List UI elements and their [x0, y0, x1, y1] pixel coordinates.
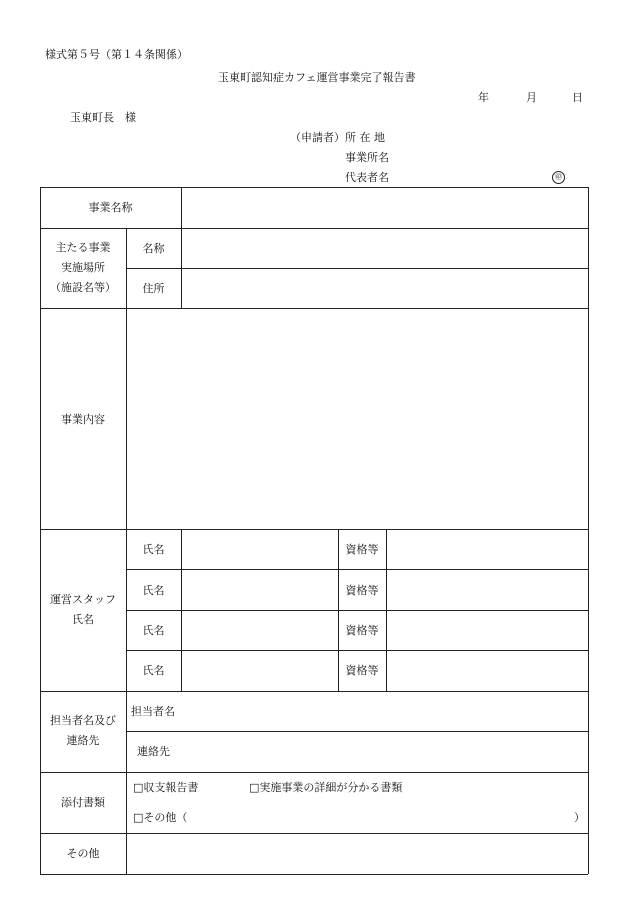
contact-section-label: 担当者名及び 連絡先 — [50, 714, 116, 747]
staff-name-label: 氏名 — [142, 624, 165, 637]
attachments-label: 添付書類 — [61, 796, 105, 809]
person-in-charge-label: 担当者名 — [131, 705, 175, 718]
staff-name-field[interactable] — [182, 611, 337, 649]
contact-field[interactable] — [182, 732, 587, 771]
main-site-label: 主たる事業 実施場所 （施設名等） — [50, 241, 116, 294]
site-address-field[interactable] — [182, 269, 587, 307]
staff-label: 運営スタッフ 氏名 — [50, 593, 116, 626]
other-field[interactable] — [127, 834, 587, 873]
staff-qualification-field[interactable] — [387, 651, 587, 690]
other-label: その他 — [66, 847, 100, 860]
staff-qualification-label: 資格等 — [345, 543, 379, 556]
office-name-label: 事業所名 — [345, 151, 389, 164]
staff-qualification-label: 資格等 — [345, 664, 379, 677]
attachment-checkbox-project-details[interactable]: □実施事業の詳細が分かる書類 — [249, 781, 403, 794]
content-label: 事業内容 — [61, 413, 105, 426]
form-number: 様式第５号（第１４条関係） — [45, 48, 188, 61]
site-address-label: 住所 — [142, 282, 165, 295]
site-name-label: 名称 — [142, 242, 165, 255]
attachment-checkbox-financial-report[interactable]: □収支報告書 — [133, 781, 199, 794]
applicant-address-label: （申請者）所 在 地 — [290, 131, 385, 144]
staff-qualification-field[interactable] — [387, 530, 587, 568]
staff-qualification-field[interactable] — [387, 570, 587, 609]
staff-name-field[interactable] — [182, 651, 337, 690]
staff-name-field[interactable] — [182, 570, 337, 609]
attachment-checkbox-other[interactable]: □その他（ — [133, 811, 188, 824]
date-day-label: 日 — [572, 91, 583, 104]
person-in-charge-field[interactable] — [182, 692, 587, 730]
staff-qualification-label: 資格等 — [345, 584, 379, 597]
date-month-label: 月 — [526, 91, 537, 104]
form-title: 玉東町認知症カフェ運営事業完了報告書 — [218, 71, 416, 84]
project-name-label: 事業名称 — [88, 201, 133, 214]
seal-icon: ㊞ — [552, 170, 565, 184]
staff-name-label: 氏名 — [142, 543, 165, 556]
date-year-label: 年 — [478, 91, 489, 104]
staff-qualification-label: 資格等 — [345, 624, 379, 637]
attachment-other-close-paren: ） — [574, 811, 585, 824]
content-field[interactable] — [127, 309, 587, 528]
staff-name-label: 氏名 — [142, 584, 165, 597]
project-name-field[interactable] — [182, 188, 587, 227]
representative-label: 代表者名 — [345, 171, 389, 184]
staff-qualification-field[interactable] — [387, 611, 587, 649]
site-name-field[interactable] — [182, 229, 587, 267]
staff-name-label: 氏名 — [142, 664, 165, 677]
addressee: 玉東町長 様 — [70, 111, 136, 124]
staff-name-field[interactable] — [182, 530, 337, 568]
contact-label: 連絡先 — [137, 745, 170, 758]
